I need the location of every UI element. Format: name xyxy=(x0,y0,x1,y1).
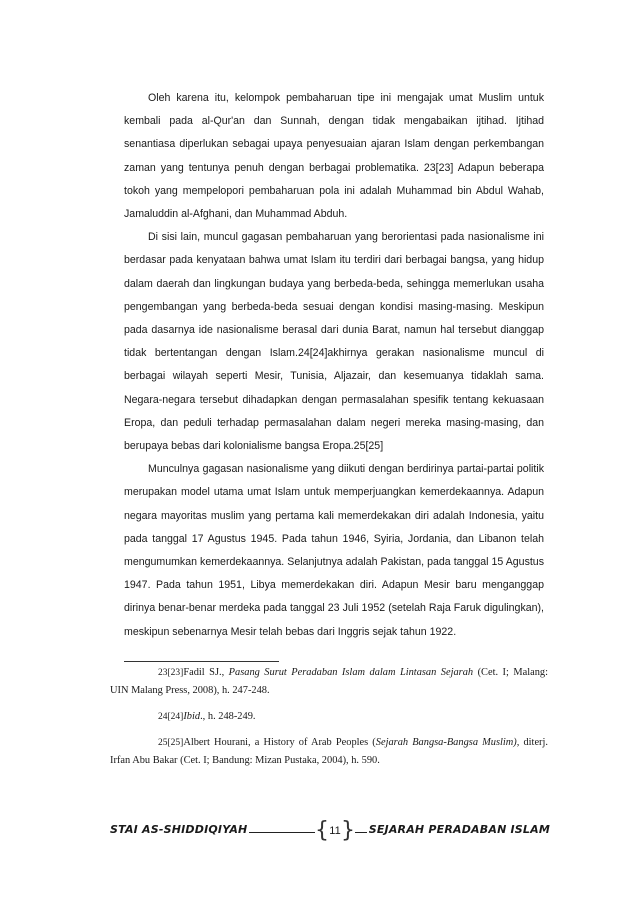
paragraph: Di sisi lain, muncul gagasan pembaharuan yang berorientasi pada nasionalisme ini berdasar pada kenyataan bahwa umat Islam itu terdiri dari berbagai bangsa, yang hidup dalam daerah dan lingkungan budaya yang berbeda-beda, sehingga memerlukan usaha pengembangan yang berbeda-beda sesuai dengan kondisi masing-masing. Meskipun pada dasarnya ide nasionalisme berasal dari dunia Barat, namun hal tersebut dianggap tidak bertentangan dengan Islam.24[24]akhirnya gerakan nasionalisme muncul di berbagai wilayah seperti Mesir, Tunisia, Aljazair, dan kesemuanya tidaklah sama. Negara-negara tersebut dihadapkan dengan permasalahan spesifik tentang kekuasaan Eropa, dan peduli terhadap permasalahan dalam negeri mereka masing-masing, dan berupaya bebas dari kolonialisme bangsa Eropa.25[25] xyxy=(124,231,544,453)
footer-institution: STAI AS-SHIDDIQIYAH xyxy=(110,823,248,836)
footnote xyxy=(110,734,548,770)
footnote-text: ., h. 248-249. xyxy=(200,711,256,722)
footnote-text: diterj. Irfan Abu Bakar (Cet. I; Bandung: Mizan Pustaka, 2004), h. 590. xyxy=(110,737,549,766)
paragraph: Oleh karena itu, kelompok pembaharuan tipe ini mengajak umat Muslim untuk kembali pada al-Qur'an dan Sunnah, dengan tidak mengabaikan ijtihad. Ijtihad senantiasa diperlukan sebagai upaya penyesuaian ajaran Islam dengan perkembangan zaman yang tentunya penuh dengan berbagai problematika. 23[23] Adapun beberapa tokoh yang mempelopori pembaharuan pola ini adalah Muhammad bin Abdul Wahab, Jamaluddin al-Afghani, dan Muhammad Abduh. xyxy=(124,92,544,221)
footnote xyxy=(110,664,548,700)
footnote-text: Albert Hourani, a History of Arab Peoples ( xyxy=(183,737,376,748)
bracket-right-icon: } xyxy=(341,818,355,843)
footnote-separator xyxy=(124,661,279,662)
page-footer xyxy=(110,820,550,844)
footnote-number: 23[23] xyxy=(158,668,184,678)
body-text xyxy=(124,87,544,644)
page-number: 11 xyxy=(329,825,341,837)
footnote-title: Ibid xyxy=(183,711,201,722)
footnote-text: Fadil SJ., xyxy=(183,667,229,678)
footnote-number: 25[25] xyxy=(158,738,184,748)
page-number-box xyxy=(315,820,355,844)
footnote-title: Pasang Surut Peradaban Islam dalam Lintasan Sejarah xyxy=(228,667,474,678)
footnotes xyxy=(110,664,548,778)
footnote-number: 24[24] xyxy=(158,712,184,722)
bracket-left-icon: { xyxy=(315,818,329,843)
paragraph: Munculnya gagasan nasionalisme yang diikuti dengan berdirinya partai-partai politik merupakan model utama umat Islam untuk memperjuangkan kemerdekaannya. Adapun negara mayoritas muslim yang pertama kali memerdekakan diri adalah Indonesia, yaitu pada tanggal 17 Agustus 1945. Pada tahun 1946, Syiria, Jordania, dan Libanon telah mengumumkan kemerdekaannya. Selanjutnya adalah Pakistan, pada tanggal 15 Agustus 1947. Pada tahun 1951, Libya memerdekakan diri. Adapun Mesir baru menganggap dirinya benar-benar merdeka pada tanggal 23 Juli 1952 (setelah Raja Faruk digulingkan), meskipun sebenarnya Mesir telah bebas dari Inggris sejak tahun 1922. xyxy=(124,463,544,638)
footer-book-title: SEJARAH PERADABAN ISLAM xyxy=(368,823,550,836)
footnote-text: (Cet. I; Malang: UIN Malang Press, 2008), h. 247-248. xyxy=(110,667,548,696)
footnote xyxy=(110,708,548,726)
footnote-title: Sejarah Bangsa-Bangsa Muslim), xyxy=(375,737,520,748)
